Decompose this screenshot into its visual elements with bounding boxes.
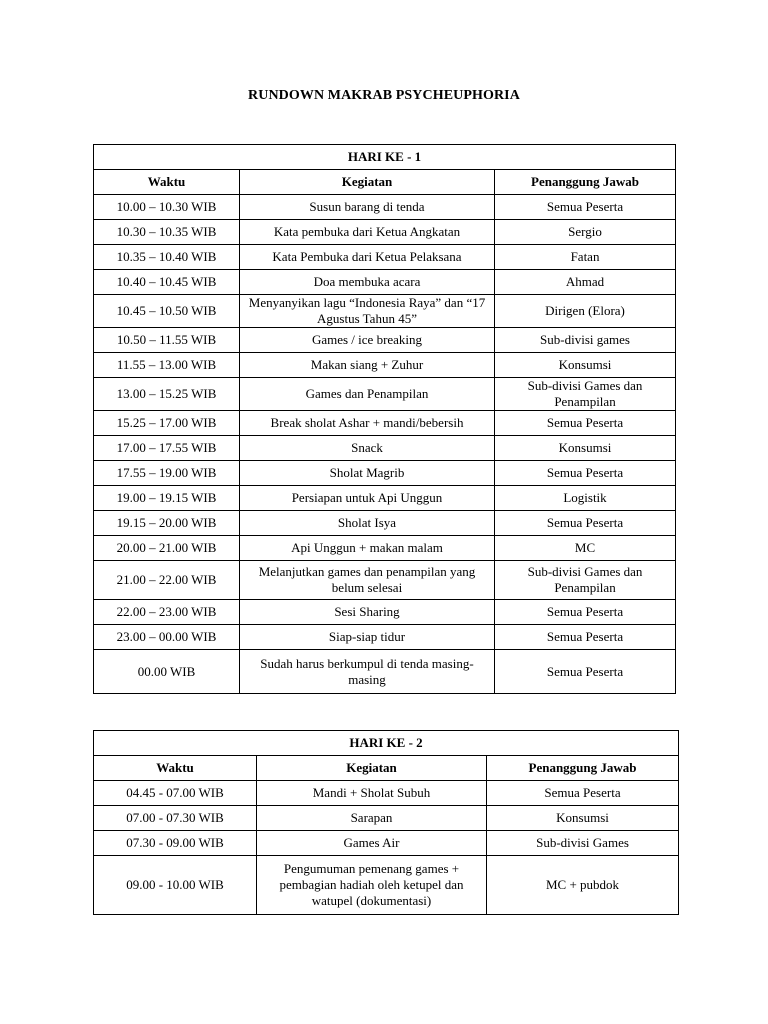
cell-person-in-charge: Semua Peserta (495, 461, 676, 486)
cell-person-in-charge: Semua Peserta (495, 625, 676, 650)
cell-person-in-charge: Sub-divisi Games (487, 831, 679, 856)
cell-person-in-charge: MC (495, 536, 676, 561)
cell-time: 10.00 – 10.30 WIB (94, 195, 240, 220)
table-row (94, 781, 679, 806)
table-row (94, 220, 676, 245)
table-row (94, 411, 676, 436)
cell-person-in-charge: Konsumsi (495, 436, 676, 461)
cell-time: 10.50 – 11.55 WIB (94, 328, 240, 353)
cell-activity: Kata pembuka dari Ketua Angkatan (240, 220, 495, 245)
table-row (94, 486, 676, 511)
cell-person-in-charge: Sergio (495, 220, 676, 245)
cell-activity: Games / ice breaking (240, 328, 495, 353)
cell-time: 00.00 WIB (94, 650, 240, 694)
cell-person-in-charge: Konsumsi (495, 353, 676, 378)
cell-person-in-charge: Fatan (495, 245, 676, 270)
cell-person-in-charge: MC + pubdok (487, 856, 679, 915)
cell-time: 17.00 – 17.55 WIB (94, 436, 240, 461)
cell-person-in-charge: Semua Peserta (495, 600, 676, 625)
table-row (94, 353, 676, 378)
cell-time: 04.45 - 07.00 WIB (94, 781, 257, 806)
cell-person-in-charge: Ahmad (495, 270, 676, 295)
cell-time: 20.00 – 21.00 WIB (94, 536, 240, 561)
column-header-kegiatan: Kegiatan (240, 170, 495, 195)
cell-activity: Melanjutkan games dan penampilan yang belum selesai (240, 561, 495, 600)
cell-activity: Susun barang di tenda (240, 195, 495, 220)
cell-activity: Persiapan untuk Api Unggun (240, 486, 495, 511)
cell-time: 13.00 – 15.25 WIB (94, 378, 240, 411)
cell-time: 17.55 – 19.00 WIB (94, 461, 240, 486)
cell-time: 10.40 – 10.45 WIB (94, 270, 240, 295)
column-header-penanggung-jawab: Penanggung Jawab (487, 756, 679, 781)
cell-activity: Sholat Magrib (240, 461, 495, 486)
cell-time: 11.55 – 13.00 WIB (94, 353, 240, 378)
schedule-table-day-1 (93, 144, 676, 694)
cell-time: 23.00 – 00.00 WIB (94, 625, 240, 650)
cell-activity: Siap-siap tidur (240, 625, 495, 650)
table-row (94, 378, 676, 411)
cell-activity: Makan siang + Zuhur (240, 353, 495, 378)
cell-time: 19.00 – 19.15 WIB (94, 486, 240, 511)
cell-person-in-charge: Sub-divisi games (495, 328, 676, 353)
cell-person-in-charge: Konsumsi (487, 806, 679, 831)
table-row (94, 328, 676, 353)
cell-time: 10.30 – 10.35 WIB (94, 220, 240, 245)
table-row (94, 295, 676, 328)
cell-person-in-charge: Semua Peserta (495, 650, 676, 694)
cell-activity: Mandi + Sholat Subuh (257, 781, 487, 806)
schedule-body (94, 781, 679, 915)
schedule-table-day-2 (93, 730, 679, 915)
table-row (94, 831, 679, 856)
cell-activity: Break sholat Ashar + mandi/bebersih (240, 411, 495, 436)
column-header-kegiatan: Kegiatan (257, 756, 487, 781)
table-row (94, 195, 676, 220)
cell-time: 15.25 – 17.00 WIB (94, 411, 240, 436)
cell-activity: Sholat Isya (240, 511, 495, 536)
cell-time: 21.00 – 22.00 WIB (94, 561, 240, 600)
cell-person-in-charge: Sub-divisi Games dan Penampilan (495, 561, 676, 600)
day-heading: HARI KE - 2 (94, 731, 679, 756)
table-row (94, 436, 676, 461)
cell-time: 07.30 - 09.00 WIB (94, 831, 257, 856)
cell-time: 19.15 – 20.00 WIB (94, 511, 240, 536)
table-row (94, 600, 676, 625)
cell-activity: Sarapan (257, 806, 487, 831)
cell-person-in-charge: Semua Peserta (487, 781, 679, 806)
cell-activity: Menyanyikan lagu “Indonesia Raya” dan “17 Agustus Tahun 45” (240, 295, 495, 328)
table-row (94, 270, 676, 295)
column-header-penanggung-jawab: Penanggung Jawab (495, 170, 676, 195)
table-row (94, 536, 676, 561)
table-row (94, 245, 676, 270)
schedule-body (94, 195, 676, 694)
cell-activity: Api Unggun + makan malam (240, 536, 495, 561)
cell-activity: Sudah harus berkumpul di tenda masing-masing (240, 650, 495, 694)
column-header-waktu: Waktu (94, 170, 240, 195)
cell-time: 07.00 - 07.30 WIB (94, 806, 257, 831)
cell-time: 10.45 – 10.50 WIB (94, 295, 240, 328)
column-header-waktu: Waktu (94, 756, 257, 781)
cell-person-in-charge: Dirigen (Elora) (495, 295, 676, 328)
cell-time: 10.35 – 10.40 WIB (94, 245, 240, 270)
cell-time: 09.00 - 10.00 WIB (94, 856, 257, 915)
day-heading: HARI KE - 1 (94, 145, 676, 170)
table-row (94, 856, 679, 915)
cell-time: 22.00 – 23.00 WIB (94, 600, 240, 625)
table-row (94, 461, 676, 486)
cell-person-in-charge: Sub-divisi Games dan Penampilan (495, 378, 676, 411)
page-title: RUNDOWN MAKRAB PSYCHEUPHORIA (248, 88, 520, 103)
cell-person-in-charge: Semua Peserta (495, 195, 676, 220)
table-row (94, 650, 676, 694)
cell-activity: Games dan Penampilan (240, 378, 495, 411)
cell-person-in-charge: Semua Peserta (495, 511, 676, 536)
cell-activity: Kata Pembuka dari Ketua Pelaksana (240, 245, 495, 270)
cell-activity: Doa membuka acara (240, 270, 495, 295)
cell-activity: Games Air (257, 831, 487, 856)
table-row (94, 561, 676, 600)
table-row (94, 806, 679, 831)
cell-person-in-charge: Semua Peserta (495, 411, 676, 436)
table-row (94, 625, 676, 650)
cell-activity: Sesi Sharing (240, 600, 495, 625)
table-row (94, 511, 676, 536)
cell-activity: Snack (240, 436, 495, 461)
cell-activity: Pengumuman pemenang games + pembagian hadiah oleh ketupel dan watupel (dokumentasi) (257, 856, 487, 915)
cell-person-in-charge: Logistik (495, 486, 676, 511)
